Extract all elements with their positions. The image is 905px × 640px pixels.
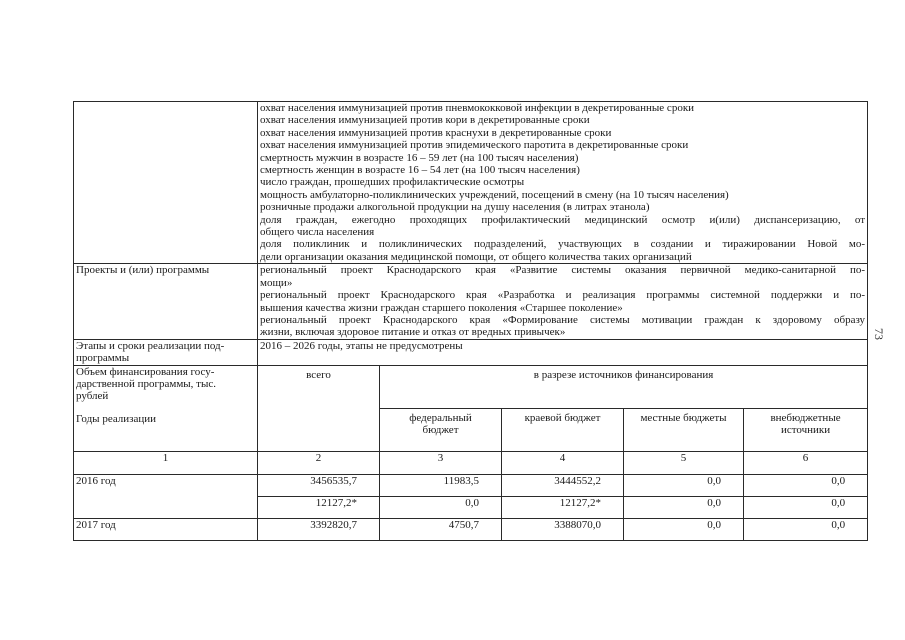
projects-row [74, 264, 868, 339]
project-item: региональный проект Краснодарского края «Формирование системы мотивации граждан к здоровому образу [260, 313, 866, 326]
regional-cell: 12127,2* [502, 496, 624, 518]
projects-list [258, 264, 868, 339]
project-item-continued: вышения качества жизни граждан старшего поколения «Старшее поколение» [260, 301, 623, 314]
federal-cell: 4750,7 [380, 518, 502, 540]
local-budgets-header: местные бюджеты [624, 408, 744, 451]
financing-row-2017 [74, 518, 868, 540]
local-cell: 0,0 [624, 496, 744, 518]
financing-label: Объем финансирования госу- дарственной программы, тыс. рублей [74, 365, 258, 408]
financing-subheader-row [74, 408, 868, 451]
project-item-continued: жизни, включая здоровое питание и отказ от вредных привычек» [260, 326, 566, 339]
indicators-label-cell [74, 102, 258, 264]
stages-row [74, 339, 868, 365]
extra-cell: 0,0 [744, 496, 868, 518]
year-cell: 2017 год [74, 518, 258, 540]
column-number: 2 [258, 451, 380, 474]
year-cell [74, 496, 258, 518]
project-item-continued: мощи» [260, 276, 293, 289]
project-item: региональный проект Краснодарского края «Развитие системы оказания первичной медико-санитарной по- [260, 264, 866, 277]
column-number: 4 [502, 451, 624, 474]
regional-cell: 3444552,2 [502, 474, 624, 496]
years-label: Годы реализации [74, 408, 258, 451]
total-header: всего [258, 365, 380, 451]
indicator-item: охват населения иммунизацией против пневмококковой инфекции в декретированные сроки [260, 102, 695, 114]
indicator-item: мощность амбулаторно-поликлинических учреждений, посещений в смену (на 10 тысяч населения) [260, 188, 729, 201]
financing-row-2016-additional [74, 496, 868, 518]
year-cell: 2016 год [74, 474, 258, 496]
indicator-item: доля граждан, ежегодно проходящих профилактический медицинский осмотр и(или) диспансеризацию, от [260, 213, 866, 226]
passport-table [73, 101, 868, 541]
column-numbers-row [74, 451, 868, 474]
regional-budget-header: краевой бюджет [502, 408, 624, 451]
indicator-item: охват населения иммунизацией против кори в декретированные сроки [260, 114, 590, 127]
indicator-item: число граждан, прошедших профилактические осмотры [260, 176, 525, 189]
indicator-item: смертность женщин в возрасте 16 – 54 лет (на 100 тысяч населения) [260, 164, 580, 177]
indicator-item: доля поликлиник и поликлинических подразделений, участвующих в создании и тиражировании Новой мо- [260, 238, 866, 251]
projects-label: Проекты и (или) программы [74, 264, 258, 339]
local-cell: 0,0 [624, 474, 744, 496]
regional-cell: 3388070,0 [502, 518, 624, 540]
column-number: 5 [624, 451, 744, 474]
stages-value: 2016 – 2026 годы, этапы не предусмотрены [258, 339, 868, 365]
total-cell: 12127,2* [258, 496, 380, 518]
federal-cell: 0,0 [380, 496, 502, 518]
column-number: 1 [74, 451, 258, 474]
indicator-item: розничные продажи алкогольной продукции на душу населения (в литрах этанола) [260, 201, 650, 214]
column-number: 6 [744, 451, 868, 474]
column-number: 3 [380, 451, 502, 474]
by-sources-header: в разрезе источников финансирования [380, 365, 868, 408]
indicator-item: смертность мужчин в возрасте 16 – 59 лет (на 100 тысяч населения) [260, 151, 579, 164]
federal-cell: 11983,5 [380, 474, 502, 496]
indicator-item-continued: дели организации оказания медицинской помощи, от общего количества таких организаций [260, 250, 692, 263]
financing-header-row [74, 365, 868, 408]
total-cell: 3456535,7 [258, 474, 380, 496]
extra-cell: 0,0 [744, 474, 868, 496]
indicator-item: охват населения иммунизацией против краснухи в декретированные сроки [260, 126, 612, 139]
extra-budgetary-header: внебюджетные источники [744, 408, 868, 451]
project-item: региональный проект Краснодарского края «Разработка и реализация программы системной поддержки и по- [260, 289, 866, 302]
stages-label: Этапы и сроки реализации под- программы [74, 339, 258, 365]
indicator-item: охват населения иммунизацией против эпидемического паротита в декретированные сроки [260, 139, 689, 152]
indicators-list [258, 102, 868, 264]
local-cell: 0,0 [624, 518, 744, 540]
extra-cell: 0,0 [744, 518, 868, 540]
total-cell: 3392820,7 [258, 518, 380, 540]
page-number: 73 [872, 328, 886, 340]
indicator-item-continued: общего числа населения [260, 226, 375, 239]
financing-row-2016 [74, 474, 868, 496]
federal-budget-header: федеральный бюджет [380, 408, 502, 451]
indicators-row [74, 102, 868, 264]
